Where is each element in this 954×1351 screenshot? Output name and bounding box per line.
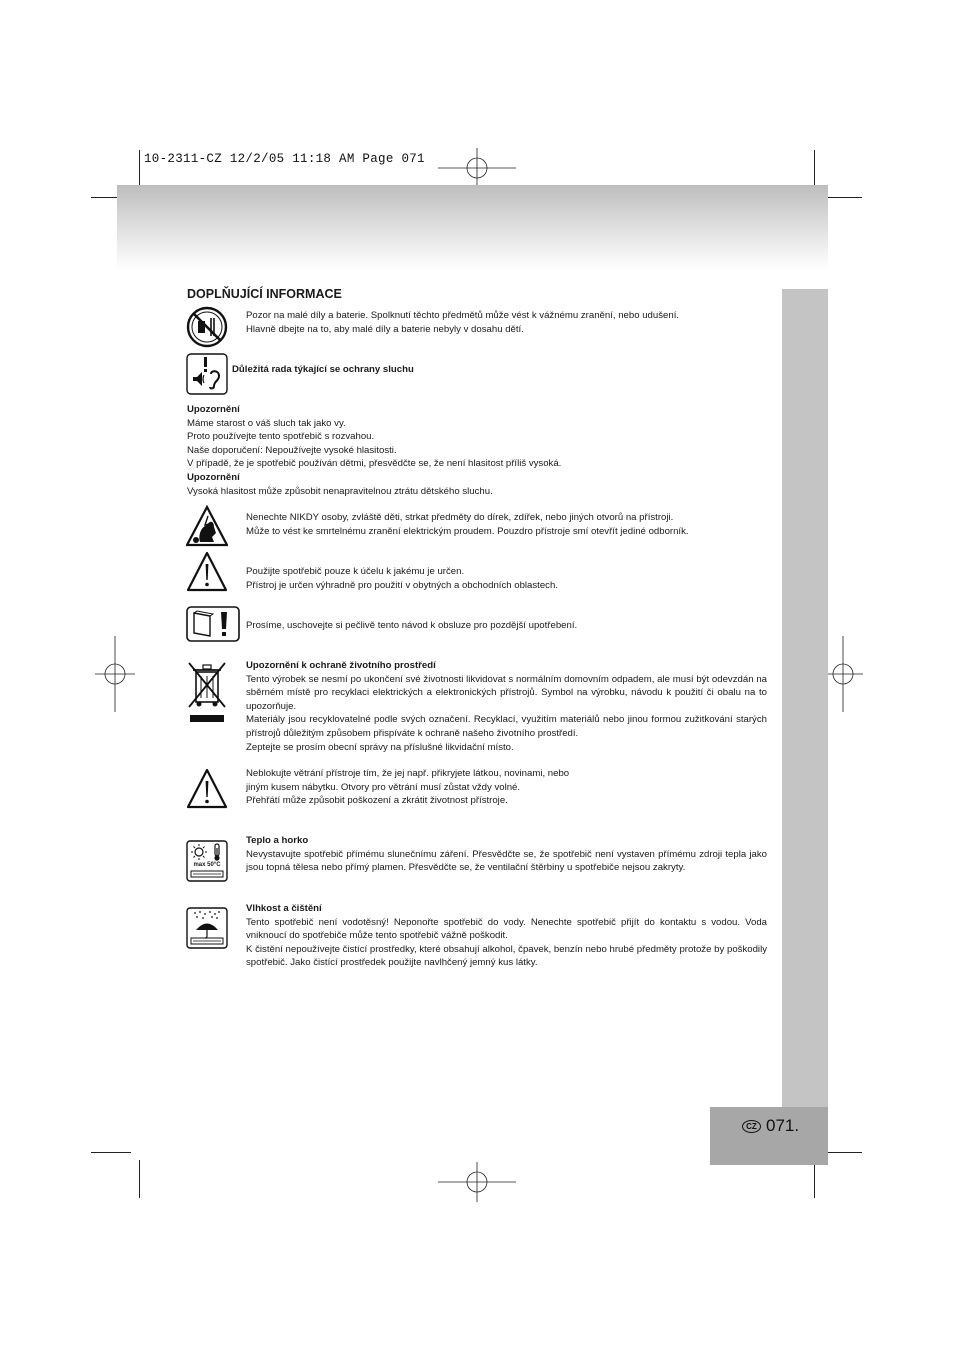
purpose-line: Přístroj je určen výhradně pro použití v obytných a obchodních oblastech. (246, 579, 558, 591)
crop-mark (814, 150, 815, 188)
page-number-text: 071. (766, 1116, 800, 1135)
environment-paragraph: Materiály jsou recyklovatelné podle svých označení. Recyklací, využitím materiálů nebo jinou formou zužitkování starých přístrojů důležitým způsobem přispíváte k ochraně našeho životního prostředí. (246, 714, 767, 739)
language-badge: CZ (742, 1120, 761, 1133)
electric-text (246, 511, 776, 538)
environment-paragraph: Tento výrobek se nesmí po ukončení své životnosti likvidovat s normálním domovním odpadem, ale musí být odevzdán na sběrném místě pro recyklaci elektrických a elektronických přístrojů. Symbol na výrobku, návodu k použití či obalu na to upozorňuje. (246, 673, 767, 712)
registration-mark-top (438, 148, 518, 188)
environment-paragraph: Zeptejte se prosím obecní správy na příslušné likvidační místo. (246, 741, 514, 753)
warning-line: Vysoká hlasitost může způsobit nenapravitelnou ztrátu dětského sluchu. (187, 485, 493, 497)
ear-warning-icon (186, 353, 228, 395)
electric-line: Nenechte NIKDY osoby, zvláště děti, strkat předměty do dírek, zdířek, nebo jiných otvorů na přístroji. (246, 512, 674, 523)
hearing-title: Důležitá rada týkající se ochrany sluchu (232, 364, 414, 375)
hearing-warning-block (187, 403, 777, 498)
ventilation-line: Neblokujte větrání přístroje tím, že jej např. přikryjete látkou, novinami, nebo (246, 768, 570, 779)
registration-mark-right (823, 636, 863, 716)
registration-mark-left (95, 636, 135, 716)
moisture-paragraph: Tento spotřebič není vodotěsný! Neponořte spotřebič do vody. Nenechte spotřebič přijít do kontaktu s vodou. Voda vniknoucí do spotřebiče může tento spotřebič vážně poškodit. (246, 916, 767, 942)
side-tab-bar (782, 289, 828, 1107)
heat-icon-label: max 50°C (193, 862, 221, 868)
print-slug: 10-2311-CZ 12/2/05 11:18 AM Page 071 (144, 152, 425, 166)
purpose-text (246, 565, 776, 592)
moisture-title: Vlhkost a čištění (246, 903, 322, 914)
environment-text (246, 659, 767, 754)
heat-text (246, 834, 767, 875)
heat-sun-thermometer-icon (186, 840, 228, 882)
page-number (742, 1116, 799, 1136)
crop-mark (822, 197, 862, 198)
environment-title: Upozornění k ochraně životního prostředí (246, 660, 436, 671)
moisture-text (246, 902, 767, 970)
manual-attention-icon (186, 606, 240, 642)
warning-line: Máme starost o váš sluch tak jako vy. (187, 417, 346, 429)
header-band (117, 185, 828, 270)
warning-title: Upozornění (187, 404, 240, 415)
warning-line: V případě, že je spotřebič používán dětmi, přesvědčte se, že není hlasitost příliš vysoká. (187, 458, 562, 470)
heat-paragraph: Nevystavujte spotřebič přímému slunečnímu záření. Přesvědčte se, že spotřebič není vystaven přímému zdroji tepla jako jsou topná tělesa nebo přímý plamen. Přesvědčte se, že ventilační štěrbiny u spotřebiče nejsou zakryty. (246, 848, 767, 874)
manual-text: Prosíme, uschovejte si pečlivě tento návod k obsluze pro pozdější upotřebení. (246, 620, 578, 631)
heat-title: Teplo a horko (246, 835, 309, 846)
small-parts-line: Hlavně dbejte na to, aby malé díly a baterie nebyly v dosahu dětí. (246, 323, 524, 335)
purpose-line: Použijte spotřebič pouze k účelu k jakému je určen. (246, 566, 465, 577)
electric-shock-warning-icon (186, 505, 228, 547)
no-food-mouth-icon (186, 306, 228, 348)
crop-mark (91, 1152, 131, 1153)
crop-mark (139, 1160, 140, 1198)
caution-triangle-icon (186, 550, 228, 592)
electric-line: Může to vést ke smrtelnému zranění elektrickým proudem. Pouzdro přístroje smí otevřít jediné odborník. (246, 525, 689, 537)
page-title: DOPLŇUJÍCÍ INFORMACE (187, 287, 342, 301)
ventilation-line: Přehřátí může způsobit poškození a zkrátit životnost přístroje. (246, 795, 508, 807)
warning-title: Upozornění (187, 471, 240, 483)
caution-triangle-icon (186, 767, 228, 809)
warning-line: Naše doporučení: Nepoužívejte vysoké hlasitosti. (187, 444, 397, 456)
crop-mark (139, 150, 140, 188)
warning-line: Proto používejte tento spotřebič s rozvahou. (187, 431, 375, 443)
moisture-paragraph: K čistění nepoužívejte čistící prostředky, které obsahují alkohol, čpavek, benzín nebo hrubé předměty protože by poškodily spotřebič. Jako čistící prostředek použijte navlhčený jemný kus látky. (246, 943, 767, 969)
crossed-bin-icon (186, 660, 228, 724)
registration-mark-bottom (438, 1162, 518, 1202)
crop-mark (814, 1160, 815, 1198)
ventilation-text (246, 767, 776, 808)
ventilation-line: jiným kusem nábytku. Otvory pro větrání musí zůstat vždy volné. (246, 781, 521, 793)
small-parts-text (246, 309, 776, 336)
small-parts-line: Pozor na malé díly a baterie. Spolknutí těchto předmětů může vést k vážnému zranění, nebo udušení. (246, 310, 680, 321)
rain-umbrella-icon (186, 907, 228, 949)
crop-mark (822, 1152, 862, 1153)
